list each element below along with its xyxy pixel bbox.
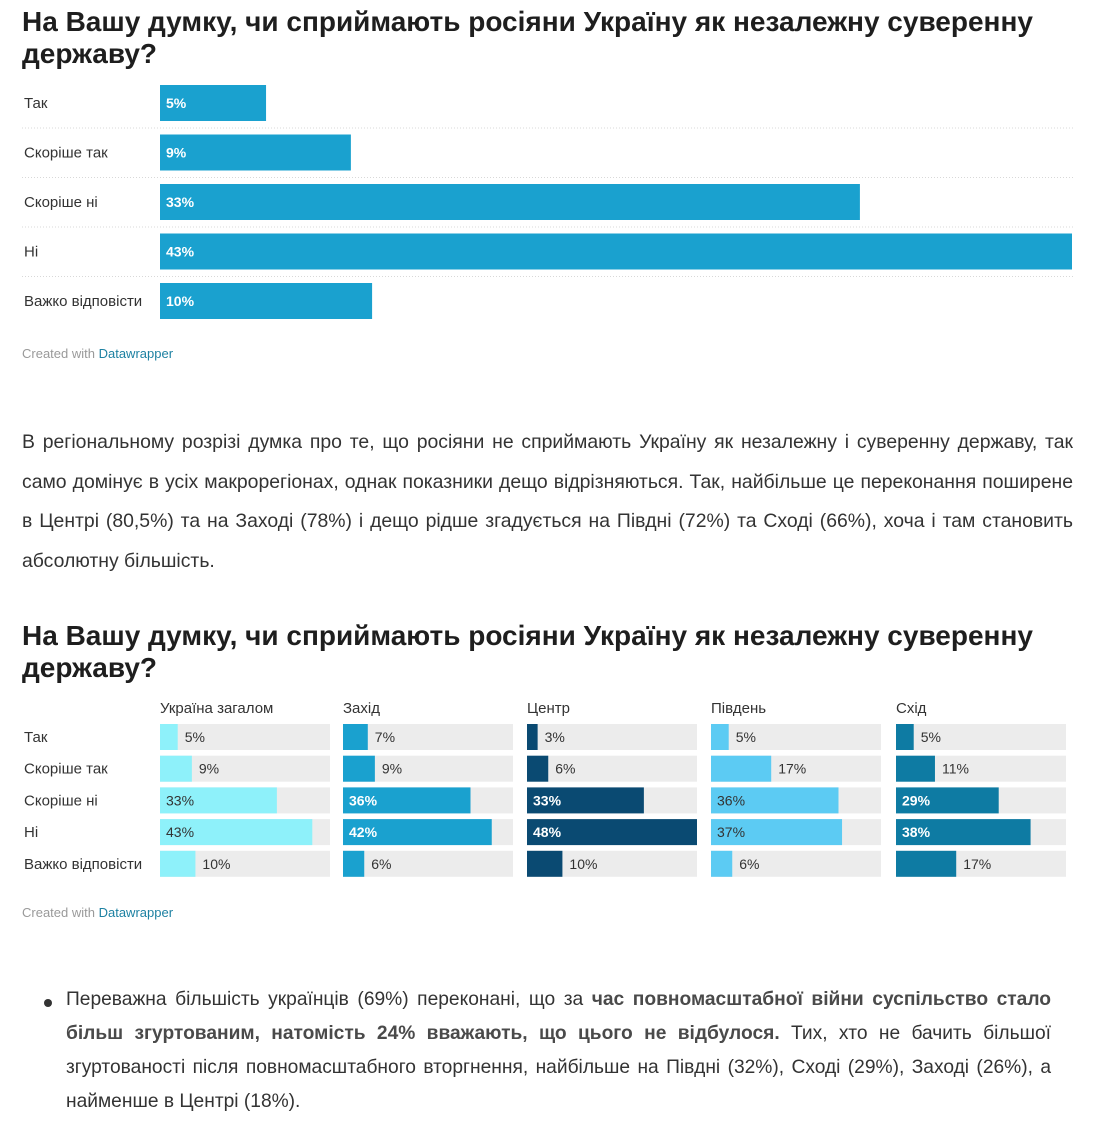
chart2-bar-0-0 [160,724,178,750]
chart2-bar-0-1 [160,756,192,782]
chart2-value-label-4-1: 11% [941,760,969,777]
chart2-value-label-1-3: 42% [349,824,378,841]
chart1-bar-1 [160,135,351,171]
chart2-value-label-1-0: 7% [374,729,396,745]
chart2-value-label-0-2: 33% [166,792,195,809]
chart1-bar-2 [160,184,860,220]
chart2-bar-1-0 [343,724,368,750]
chart1-category-label-1: Скоріше так [24,144,108,162]
chart2-value-label-2-3: 48% [533,824,562,841]
chart2 [22,690,1073,890]
chart2-value-label-2-2: 33% [533,792,562,809]
datawrapper-link[interactable]: Datawrapper [98,346,174,361]
chart2-bar-1-4 [343,851,364,877]
chart1-category-label-3: Ні [24,243,39,261]
chart2-value-label-3-3: 37% [717,824,746,841]
chart2-value-label-2-0: 3% [544,729,565,745]
chart2-bar-1-1 [343,756,375,782]
chart2-bar-track [343,724,513,750]
chart1-credit [22,346,173,361]
chart2-value-label-0-4: 10% [202,855,231,872]
chart2-bar-4-4 [896,851,956,877]
chart2-bar-track [343,851,513,877]
credit-prefix: Created with [22,905,99,920]
chart2-bar-track [527,756,697,782]
chart2-value-label-3-1: 17% [778,760,807,777]
chart2-bar-4-1 [896,756,935,782]
chart2-value-label-2-4: 10% [569,855,598,872]
chart1-value-label-4: 10% [166,293,195,309]
chart1-category-label-4: Важко відповісти [24,293,143,310]
chart2-panel-title-україна-загалом: Україна загалом [160,700,274,717]
chart2-title: На Вашу думку, чи сприймають росіяни Україну як незалежну суверенну державу? [22,620,1033,683]
chart2-bar-2-0 [527,724,538,750]
bullet-part2: Тих, хто не бачить більшої згуртованості після повномасштабного вторгнення, найбільше на Півдні (32%), Сході (29%), Заході (26%), а найменше в Центрі (18%). [66,1023,1051,1112]
bullet-icon [44,999,52,1007]
chart2-value-label-4-2: 29% [902,792,931,809]
chart2-value-label-4-4: 17% [963,855,992,872]
chart2-bar-4-0 [896,724,914,750]
chart2-bar-3-0 [711,724,729,750]
credit-prefix: Created with [22,346,99,361]
chart2-panel-title-захід: Захід [343,700,380,717]
chart2-panel-title-центр: Центр [527,700,570,717]
chart1-value-label-3: 43% [166,243,195,260]
chart2-category-label-0: Так [24,729,48,746]
chart2-panel-title-південь: Південь [711,700,767,717]
chart1-value-label-0: 5% [166,95,187,111]
chart2-bar-3-1 [711,756,771,782]
chart2-category-label-2: Скоріше ні [24,792,98,810]
chart1-value-label-1: 9% [166,144,187,161]
chart2-bar-track [711,851,881,877]
chart2-value-label-4-3: 38% [902,824,931,841]
chart2-credit [22,905,173,920]
bullet-bold: час повномасштабної війни суспільство стало більш згуртованим, натомість 24% вважають, що цього не відбулося. [66,989,1052,1044]
regional-paragraph: В регіональному розрізі думка про те, що росіяни не сприймають Україну як незалежну і суверенну державу, так само домінує в усіх макрорегіонах, однак показники дещо відрізняються. Так, найбільше це переконання поширене в Центрі (80,5%) та на Заході (78%) і дещо рідше згадується на Півдні (72%) та Сході (66%), хоча і там становить абсолютну більшість. [22,431,1073,572]
chart2-bar-2-4 [527,851,562,877]
datawrapper-link[interactable]: Datawrapper [98,905,174,920]
chart2-panel-title-схід: Схід [896,700,927,717]
chart2-value-label-0-0: 5% [184,729,205,745]
chart2-bar-0-4 [160,851,195,877]
chart2-value-label-2-1: 6% [555,760,576,777]
chart2-value-label-0-1: 9% [198,760,220,777]
chart2-value-label-4-0: 5% [920,729,941,745]
chart1-category-label-0: Так [24,95,48,112]
bullet-text [66,983,1051,1119]
bullet-part1: Переважна більшість українців (69%) переконані, що за [66,989,592,1010]
chart2-bar-3-4 [711,851,732,877]
chart2-value-label-3-2: 36% [717,792,746,809]
chart2-value-label-3-4: 6% [739,855,760,872]
chart2-value-label-1-1: 9% [381,760,403,777]
chart2-category-label-3: Ні [24,824,39,842]
chart1-value-label-2: 33% [166,194,195,210]
chart2-value-label-1-4: 6% [371,855,392,872]
chart1 [22,78,1073,328]
chart2-category-label-1: Скоріше так [24,760,108,778]
chart2-value-label-0-3: 43% [166,824,195,841]
chart1-title: На Вашу думку, чи сприймають росіяни Україну як незалежну суверенну державу? [22,6,1033,69]
chart2-value-label-1-2: 36% [349,792,378,809]
chart2-bar-2-1 [527,756,548,782]
chart1-category-label-2: Скоріше ні [24,194,98,211]
chart1-bar-3 [160,234,1072,270]
chart2-category-label-4: Важко відповісти [24,855,143,873]
chart2-value-label-3-0: 5% [735,729,756,745]
